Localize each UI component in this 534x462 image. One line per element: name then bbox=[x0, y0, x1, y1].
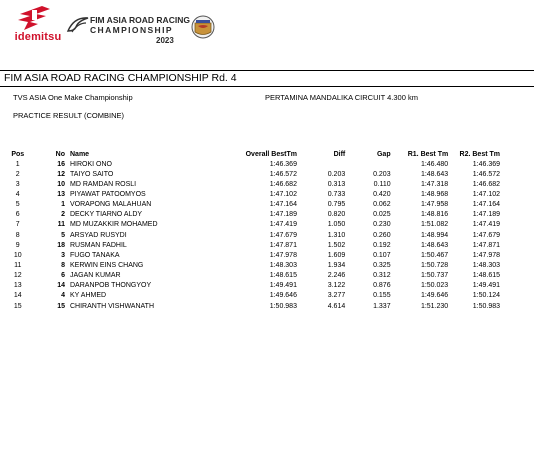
table-row bbox=[0, 179, 500, 189]
cell-name: MD MUZAKKIR MOHAMED bbox=[70, 221, 158, 229]
cell-diff: 0.795 bbox=[327, 201, 346, 209]
cell-no: 2 bbox=[61, 211, 65, 219]
cell-overall-best: 1:48.303 bbox=[269, 261, 297, 269]
cell-no: 6 bbox=[61, 272, 65, 280]
cell-no: 16 bbox=[57, 160, 65, 168]
col-header-diff: Diff bbox=[333, 150, 346, 158]
cell-r1-best: 1:48.643 bbox=[420, 241, 449, 249]
cell-no: 8 bbox=[61, 261, 65, 269]
cell-no: 15 bbox=[57, 302, 65, 310]
cell-diff: 3.277 bbox=[327, 292, 346, 300]
class-name: TVS ASIA One Make Championship bbox=[13, 93, 133, 102]
table-row bbox=[0, 291, 500, 301]
cell-pos: 2 bbox=[15, 170, 20, 178]
cell-no: 12 bbox=[57, 170, 65, 178]
fim-asia-logo bbox=[66, 13, 190, 51]
cell-overall-best: 1:47.679 bbox=[269, 231, 297, 239]
cell-r1-best: 1:51.082 bbox=[420, 221, 449, 229]
fim-logo-line2: CHAMPIONSHIP bbox=[90, 25, 173, 35]
cell-diff: 0.820 bbox=[327, 211, 346, 219]
cell-overall-best: 1:47.164 bbox=[269, 201, 297, 209]
cell-no: 11 bbox=[57, 221, 65, 229]
cell-no: 1 bbox=[61, 201, 65, 209]
cell-gap: 0.876 bbox=[373, 282, 391, 290]
cell-name: CHIRANTH VISHWANATH bbox=[70, 302, 154, 310]
cell-r2-best: 1:50.124 bbox=[472, 292, 500, 300]
cell-gap: 0.312 bbox=[373, 272, 391, 280]
cell-name: RUSMAN FADHIL bbox=[70, 241, 127, 249]
cell-overall-best: 1:50.983 bbox=[269, 302, 297, 310]
cell-name: FUGO TANAKA bbox=[70, 251, 120, 259]
table-row bbox=[0, 260, 500, 270]
cell-gap: 0.260 bbox=[373, 231, 391, 239]
col-header-r1-best: R1. Best Tm bbox=[407, 150, 449, 158]
table-row bbox=[0, 271, 500, 281]
fim-logo-year: 2023 bbox=[156, 36, 174, 45]
cell-overall-best: 1:46.572 bbox=[269, 170, 297, 178]
cell-pos: 5 bbox=[15, 201, 20, 209]
cell-no: 18 bbox=[57, 241, 65, 249]
cell-gap: 0.420 bbox=[373, 190, 391, 198]
cell-r1-best: 1:48.994 bbox=[420, 231, 449, 239]
cell-diff: 1.609 bbox=[327, 251, 346, 259]
results-table bbox=[0, 149, 500, 311]
cell-gap: 1.337 bbox=[373, 302, 391, 310]
cell-r1-best: 1:49.646 bbox=[420, 292, 449, 300]
cell-diff bbox=[297, 159, 345, 169]
cell-pos: 7 bbox=[15, 221, 20, 229]
cell-r1-best: 1:47.318 bbox=[420, 180, 449, 188]
cell-no: 4 bbox=[61, 292, 65, 300]
cell-r1-best: 1:48.968 bbox=[420, 190, 449, 198]
cell-name: HIROKI ONO bbox=[70, 160, 113, 168]
cell-diff: 4.614 bbox=[327, 302, 346, 310]
championship-seal-icon bbox=[191, 15, 215, 39]
idemitsu-wordmark: idemitsu bbox=[14, 31, 62, 43]
table-row bbox=[0, 210, 500, 220]
col-header-no: No bbox=[55, 150, 65, 158]
cell-pos: 10 bbox=[13, 251, 22, 259]
cell-r2-best: 1:47.978 bbox=[472, 251, 500, 259]
table-row bbox=[0, 240, 500, 250]
title-bar bbox=[0, 70, 534, 87]
cell-overall-best: 1:48.615 bbox=[269, 272, 297, 280]
cell-pos: 6 bbox=[15, 211, 20, 219]
cell-gap: 0.155 bbox=[373, 292, 391, 300]
cell-r2-best: 1:47.871 bbox=[472, 241, 500, 249]
cell-r2-best: 1:47.419 bbox=[472, 221, 500, 229]
cell-r2-best: 1:46.369 bbox=[472, 160, 500, 168]
cell-gap: 0.230 bbox=[373, 221, 391, 229]
cell-overall-best: 1:49.646 bbox=[269, 292, 297, 300]
document-title: FIM ASIA ROAD RACING CHAMPIONSHIP Rd. 4 bbox=[4, 72, 237, 84]
cell-diff: 0.203 bbox=[327, 170, 346, 178]
cell-no: 14 bbox=[57, 282, 65, 290]
cell-r1-best: 1:50.737 bbox=[420, 272, 449, 280]
cell-r1-best: 1:50.023 bbox=[420, 282, 449, 290]
cell-diff: 0.733 bbox=[327, 190, 346, 198]
cell-diff: 0.313 bbox=[327, 180, 346, 188]
cell-pos: 11 bbox=[14, 261, 22, 269]
cell-diff: 1.934 bbox=[327, 261, 346, 269]
cell-r2-best: 1:48.303 bbox=[472, 261, 500, 269]
cell-r1-best: 1:50.467 bbox=[420, 251, 449, 259]
cell-diff: 1.310 bbox=[327, 231, 346, 239]
cell-gap bbox=[345, 159, 390, 169]
cell-r1-best: 1:47.958 bbox=[420, 201, 449, 209]
cell-r1-best: 1:46.480 bbox=[420, 160, 449, 168]
cell-r1-best: 1:48.816 bbox=[420, 211, 449, 219]
cell-name: KY AHMED bbox=[70, 292, 107, 300]
table-row bbox=[0, 169, 500, 179]
col-header-name: Name bbox=[70, 150, 90, 158]
cell-gap: 0.107 bbox=[373, 251, 391, 259]
cell-r1-best: 1:51.230 bbox=[420, 302, 449, 310]
cell-no: 13 bbox=[57, 190, 65, 198]
table-row bbox=[0, 220, 500, 230]
cell-diff: 1.502 bbox=[327, 241, 346, 249]
cell-r2-best: 1:48.615 bbox=[472, 272, 500, 280]
cell-overall-best: 1:49.491 bbox=[269, 282, 297, 290]
cell-gap: 0.062 bbox=[373, 201, 391, 209]
cell-gap: 0.192 bbox=[373, 241, 391, 249]
col-header-overall-best: Overall BestTm bbox=[245, 150, 297, 158]
cell-pos: 9 bbox=[15, 241, 20, 249]
cell-name: DECKY TIARNO ALDY bbox=[70, 211, 143, 219]
cell-pos: 14 bbox=[13, 292, 22, 300]
cell-pos: 4 bbox=[15, 190, 20, 198]
cell-gap: 0.025 bbox=[373, 211, 391, 219]
col-header-r2-best: R2. Best Tm bbox=[459, 150, 500, 158]
table-row bbox=[0, 230, 500, 240]
cell-r2-best: 1:49.491 bbox=[472, 282, 500, 290]
cell-r2-best: 1:46.572 bbox=[472, 170, 500, 178]
cell-diff: 1.050 bbox=[327, 221, 346, 229]
table-row bbox=[0, 281, 500, 291]
fim-wing-icon bbox=[66, 15, 90, 35]
results-body bbox=[0, 159, 500, 311]
cell-overall-best: 1:47.871 bbox=[269, 241, 297, 249]
table-row bbox=[0, 250, 500, 260]
cell-r2-best: 1:47.679 bbox=[472, 231, 500, 239]
cell-no: 3 bbox=[61, 251, 65, 259]
cell-no: 10 bbox=[57, 180, 65, 188]
cell-r2-best: 1:50.983 bbox=[472, 302, 500, 310]
table-row bbox=[0, 200, 500, 210]
cell-r2-best: 1:46.682 bbox=[472, 180, 500, 188]
col-header-pos: Pos bbox=[11, 150, 25, 158]
cell-pos: 8 bbox=[15, 231, 20, 239]
cell-gap: 0.203 bbox=[373, 170, 391, 178]
circuit-name: PERTAMINA MANDALIKA CIRCUIT 4.300 km bbox=[265, 93, 418, 102]
fim-logo-line1: FIM ASIA ROAD RACING bbox=[90, 15, 190, 25]
cell-name: DARANPOB THONGYOY bbox=[70, 282, 152, 290]
cell-name: KERWIN EINS CHANG bbox=[70, 261, 144, 269]
cell-r2-best: 1:47.189 bbox=[472, 211, 500, 219]
cell-name: VORAPONG MALAHUAN bbox=[70, 201, 152, 209]
cell-overall-best: 1:47.419 bbox=[269, 221, 297, 229]
cell-overall-best: 1:47.102 bbox=[269, 190, 297, 198]
cell-diff: 2.246 bbox=[327, 272, 346, 280]
cell-overall-best: 1:46.369 bbox=[269, 160, 297, 168]
cell-r2-best: 1:47.164 bbox=[472, 201, 500, 209]
cell-name: PIYAWAT PATOOMYOS bbox=[70, 190, 146, 198]
cell-diff: 3.122 bbox=[327, 282, 346, 290]
table-row bbox=[0, 301, 500, 311]
cell-name: JAGAN KUMAR bbox=[70, 272, 121, 280]
cell-pos: 1 bbox=[15, 160, 20, 168]
session-title: PRACTICE RESULT (COMBINE) bbox=[13, 111, 124, 120]
cell-overall-best: 1:47.978 bbox=[269, 251, 297, 259]
cell-name: ARSYAD RUSYDI bbox=[70, 231, 127, 239]
cell-pos: 12 bbox=[13, 272, 22, 280]
cell-name: MD RAMDAN ROSLI bbox=[70, 180, 137, 188]
cell-overall-best: 1:46.682 bbox=[269, 180, 297, 188]
table-row bbox=[0, 159, 500, 169]
cell-overall-best: 1:47.189 bbox=[269, 211, 297, 219]
cell-name: TAIYO SAITO bbox=[70, 170, 114, 178]
cell-r1-best: 1:50.728 bbox=[420, 261, 449, 269]
cell-pos: 15 bbox=[13, 302, 22, 310]
table-header-row bbox=[0, 149, 500, 159]
idemitsu-mark-icon bbox=[16, 4, 54, 30]
idemitsu-logo bbox=[8, 4, 62, 48]
cell-pos: 3 bbox=[15, 180, 20, 188]
table-row bbox=[0, 189, 500, 199]
cell-r1-best: 1:48.643 bbox=[420, 170, 449, 178]
col-header-gap: Gap bbox=[376, 150, 391, 158]
cell-r2-best: 1:47.102 bbox=[472, 190, 500, 198]
cell-pos: 13 bbox=[13, 282, 22, 290]
cell-gap: 0.325 bbox=[373, 261, 391, 269]
cell-no: 5 bbox=[61, 231, 65, 239]
cell-gap: 0.110 bbox=[373, 180, 391, 188]
